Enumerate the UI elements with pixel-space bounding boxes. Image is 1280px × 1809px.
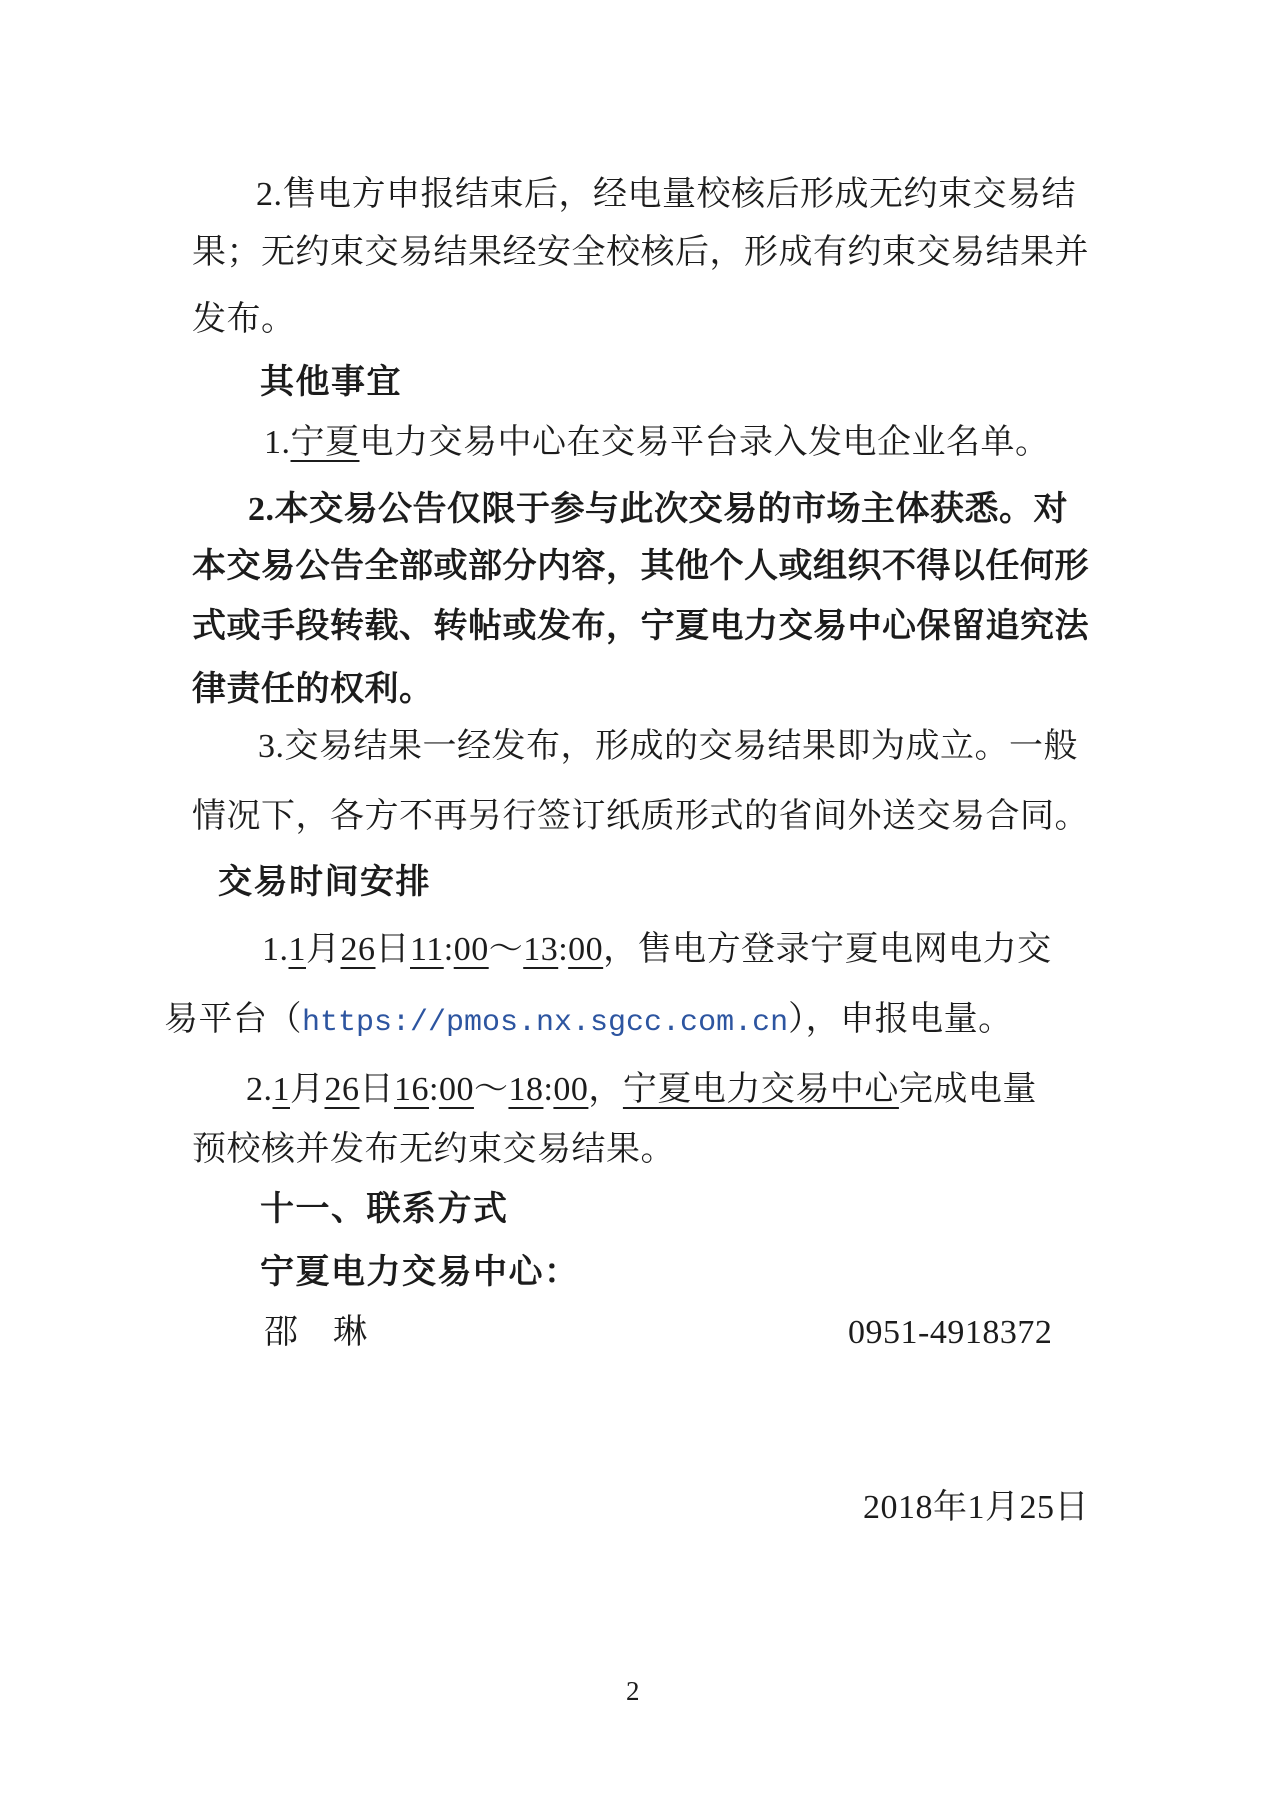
text-run: 预校核并发布无约束交易结果。 — [192, 1131, 675, 1168]
text-run: ， — [588, 1071, 623, 1108]
text-run: 式或手段转载、转帖或发布，宁夏电力交易中心保留追究法 — [192, 608, 1089, 645]
text-run: : — [429, 1071, 439, 1108]
contact-phone — [848, 1313, 1052, 1352]
paragraph-line — [256, 175, 1076, 214]
text-run: 1. — [264, 424, 291, 461]
text-run: 3.交易结果一经发布，形成的交易结果即为成立。一般 — [258, 728, 1078, 765]
text-run: 易平台（ — [164, 1001, 302, 1038]
text-run: 11 — [410, 931, 444, 968]
text-run: : — [443, 931, 454, 968]
section-heading-other-matters — [260, 363, 402, 402]
text-run: 宁夏电力交易中心： — [260, 1253, 580, 1291]
text-run: 其他事宜 — [260, 363, 402, 401]
contact-name — [264, 1313, 368, 1352]
text-run: 日 — [359, 1071, 394, 1108]
paragraph-line — [264, 423, 1050, 462]
text-run: 月 — [290, 1071, 325, 1108]
text-run: 00 — [553, 1071, 589, 1108]
text-run: 日 — [375, 931, 410, 968]
text-run: 十一、联系方式 — [260, 1190, 509, 1228]
schedule-line — [192, 1130, 675, 1169]
text-run: 1 — [272, 1071, 290, 1108]
text-run: ～ — [473, 1071, 509, 1108]
text-run: : — [543, 1071, 554, 1108]
text-run: 13 — [523, 931, 559, 968]
text-run: 果；无约束交易结果经安全校核后，形成有约束交易结果并 — [192, 234, 1089, 271]
text-run: 26 — [340, 931, 376, 968]
text-run: 00 — [438, 1071, 474, 1108]
paragraph-line — [192, 670, 434, 709]
paragraph-line — [192, 607, 1089, 646]
text-run: 月 — [306, 931, 341, 968]
text-run: 16 — [394, 1071, 429, 1108]
text-run: 宁夏 — [290, 424, 360, 461]
text-run: 发布。 — [192, 301, 296, 338]
text-run: 本交易公告全部或部分内容，其他个人或组织不得以任何形 — [192, 548, 1089, 585]
paragraph-line — [258, 727, 1078, 766]
text-run: 26 — [324, 1071, 360, 1108]
text-run: 18 — [508, 1071, 544, 1108]
paragraph-line — [192, 797, 1089, 836]
text-run: 00 — [568, 931, 604, 968]
page-number: 2 — [626, 1676, 640, 1706]
paragraph-line — [192, 300, 296, 339]
schedule-line — [164, 1000, 1013, 1041]
section-heading-contact — [260, 1190, 509, 1229]
text-run: 2.本交易公告仅限于参与此次交易的市场主体获悉。对 — [248, 491, 1068, 528]
text-run: 电力交易中心在交易平台录入发电企业名单。 — [359, 424, 1050, 461]
text-run: 邵 琳 — [264, 1314, 368, 1351]
text-run: 1 — [288, 931, 306, 968]
text-run: : — [558, 931, 569, 968]
url-link[interactable]: https://pmos.nx.sgcc.com.cn — [302, 1006, 789, 1040]
text-run: 交易时间安排 — [218, 863, 431, 901]
text-run: 完成电量 — [898, 1071, 1037, 1108]
text-run: 00 — [453, 931, 489, 968]
schedule-line — [262, 930, 1052, 969]
text-run: ，售电方登录宁夏电网电力交 — [603, 931, 1052, 968]
text-run: 宁夏电力交易中心 — [622, 1071, 899, 1108]
section-heading-schedule — [218, 863, 431, 902]
text-run: 2.售电方申报结束后，经电量校核后形成无约束交易结 — [256, 176, 1076, 213]
text-run: ），申报电量。 — [788, 1001, 1013, 1038]
document-date — [863, 1488, 1089, 1527]
paragraph-line — [192, 547, 1089, 586]
contact-organization — [260, 1253, 580, 1292]
text-run: ～ — [488, 931, 524, 968]
paragraph-line — [248, 490, 1068, 529]
text-run: 2. — [246, 1071, 273, 1108]
text-run: 2018年1月25日 — [863, 1489, 1089, 1526]
text-run: 0951-4918372 — [848, 1314, 1053, 1351]
text-run: 情况下，各方不再另行签订纸质形式的省间外送交易合同。 — [192, 798, 1089, 835]
text-run: 律责任的权利。 — [192, 671, 434, 708]
schedule-line — [246, 1070, 1037, 1109]
paragraph-line — [192, 233, 1089, 272]
text-run: 1. — [262, 931, 289, 968]
